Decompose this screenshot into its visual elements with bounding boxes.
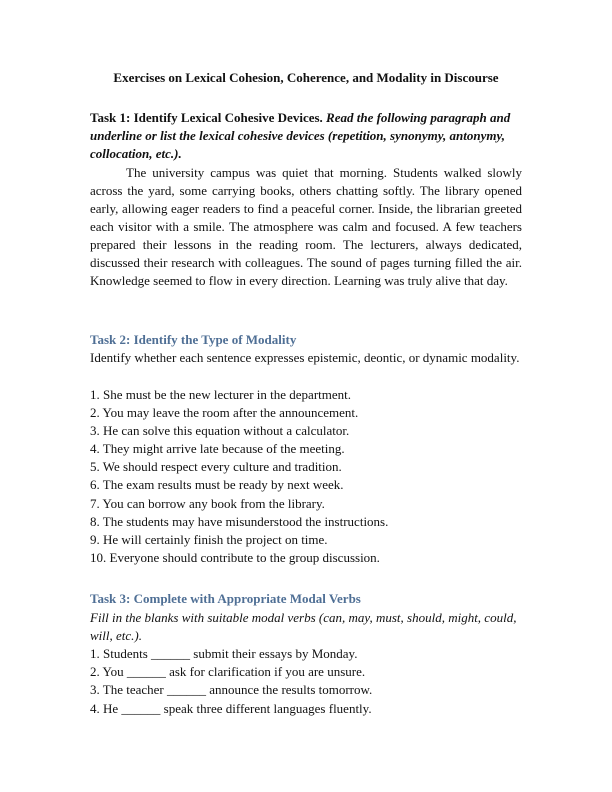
task3-item: 3. The teacher ______ announce the results tomorrow. xyxy=(90,682,373,698)
task1-header xyxy=(90,109,522,163)
task3-heading: Task 3: Complete with Appropriate Modal Verbs xyxy=(90,591,361,606)
task2-item: 5. We should respect every culture and tradition. xyxy=(90,459,342,475)
task3-list xyxy=(90,645,522,718)
task2-list xyxy=(90,386,522,568)
task2-item: 8. The students may have misunderstood the instructions. xyxy=(90,513,389,529)
task1-heading: Task 1: Identify Lexical Cohesive Devices. xyxy=(90,110,323,125)
task2-item: 9. He will certainly finish the project on time. xyxy=(90,532,328,547)
task2-item: 1. She must be the new lecturer in the department. xyxy=(90,386,352,402)
task1-paragraph: The university campus was quiet that morning. Students walked slowly across the yard, some carrying books, others chatting softly. The library opened early, allowing eager readers to find a peaceful corner. Inside, the librarian greeted each visitor with a smile. The atmosphere was calm and focused. A few teachers prepared their lessons in the reading room. The lecturers, always dedicated, discussed their research with colleagues. The sound of pages turning filled the air. Knowledge seemed to flow in every direction. Learning was truly alive that day. xyxy=(90,165,522,288)
task2-heading: Task 2: Identify the Type of Modality xyxy=(90,332,297,347)
task2-item: 2. You may leave the room after the announcement. xyxy=(90,404,359,420)
task1-instruction: Read the following paragraph and underline or list the lexical cohesive devices (repetition, synonymy, antonymy, collocation, etc.). xyxy=(90,110,511,161)
task3-instruction: Fill in the blanks with suitable modal verbs (can, may, must, should, might, could, will, etc.). xyxy=(90,610,517,643)
page-title: Exercises on Lexical Cohesion, Coherence, and Modality in Discourse xyxy=(113,70,499,85)
task2-item: 10. Everyone should contribute to the group discussion. xyxy=(90,550,380,566)
task2-instruction: Identify whether each sentence expresses epistemic, deontic, or dynamic modality. xyxy=(90,350,520,365)
task3-item: 1. Students ______ submit their essays by Monday. xyxy=(90,646,358,661)
task2-item: 3. He can solve this equation without a calculator. xyxy=(90,422,350,438)
task2-item: 7. You can borrow any book from the library. xyxy=(90,495,325,511)
task2-item: 6. The exam results must be ready by next week. xyxy=(90,477,344,493)
task2-item: 4. They might arrive late because of the meeting. xyxy=(90,441,345,457)
task3-item: 2. You ______ ask for clarification if you are unsure. xyxy=(90,664,366,680)
task3-item: 4. He ______ speak three different languages fluently. xyxy=(90,700,372,716)
